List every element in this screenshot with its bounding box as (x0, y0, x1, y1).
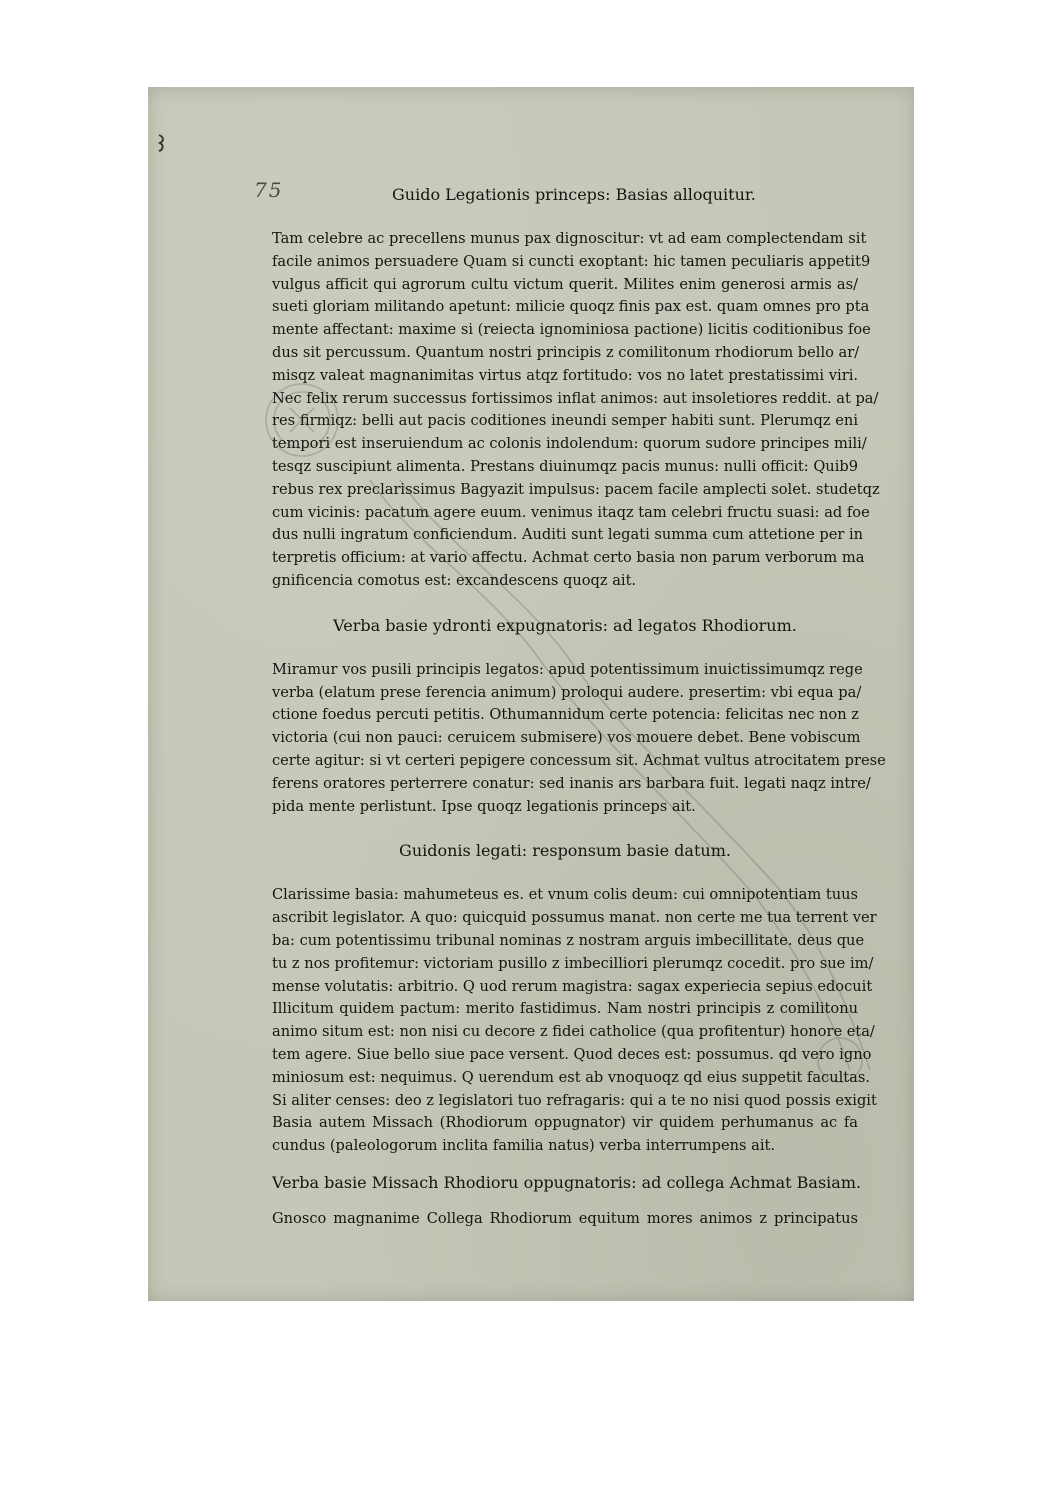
text-line: cundus (paleologorum inclita familia natus) verba interrumpens ait. (272, 1137, 776, 1155)
text-line: Illicitum quidem pactum: merito fastidimus. Nam nostri principis z comilitonu (272, 1000, 858, 1018)
text-line: gnificencia comotus est: excandescens quoqz ait. (272, 571, 637, 589)
text-line: dus nulli ingratum conficiendum. Auditi sunt legati summa cum attetione per in (272, 526, 864, 544)
text-line: Miramur vos pusili principis legatos: apud potentissimum inuictissimumqz rege (272, 660, 863, 678)
text-line: Si aliter censes: deo z legislatori tuo refragaris: qui a te no nisi quod possis exigit (272, 1091, 877, 1109)
folio-number: 75 (254, 178, 284, 202)
text-line: certe agitur: si vt certeri pepigere concessum sit. Achmat vultus atrocitatem prese (272, 751, 886, 769)
text-line: pida mente perlistunt. Ipse quoqz legationis princeps ait. (272, 797, 696, 815)
text-line: verba (elatum prese ferencia animum) proloqui audere. presertim: vbi equa pa/ (272, 683, 862, 701)
text-line: terpretis officium: at vario affectu. Achmat certo basia non parum verborum ma (272, 549, 865, 567)
text-line: tesqz suscipiunt alimenta. Prestans diuinumqz pacis munus: nulli officit: Quib9 (272, 457, 858, 475)
text-line: tempori est inseruiendum ac colonis indolendum: quorum sudore principes mili/ (272, 435, 867, 453)
text-line: ascribit legislator. A quo: quicquid possumus manat. non certe me tua terrent ver (272, 909, 877, 927)
heading-achmat-speech: Verba basie ydronti expugnatoris: ad legatos Rhodiorum. (333, 615, 797, 635)
text-line: Nec felix rerum successus fortissimos inflat animos: aut insoletiores reddit. at pa/ (272, 389, 879, 407)
text-line: mense volutatis: arbitrio. Q uod rerum magistra: sagax experiecia sepius edocuit (272, 977, 873, 995)
paragraph-missach-speech (272, 1208, 858, 1231)
text-line: ferens oratores perterrere conatur: sed inanis ars barbara fuit. legati naqz intre/ (272, 774, 871, 792)
text-line: Tam celebre ac precellens munus pax dignoscitur: vt ad eam complectendam sit (272, 230, 867, 247)
text-line: mente affectant: maxime si (reiecta ignominiosa pactione) licitis coditionibus foe (272, 321, 871, 339)
text-line: ctione foedus percuti petitis. Othumannidum certe potencia: felicitas nec non z (272, 706, 859, 724)
text-line: tu z nos profitemur: victoriam pusillo z imbecilliori plerumqz cocedit. pro sue im/ (272, 954, 874, 972)
text-line: victoria (cui non pauci: ceruicem submisere) vos mouere debet. Bene vobiscum (272, 729, 861, 747)
heading-guido-response: Guidonis legati: responsum basie datum. (399, 841, 731, 861)
heading-missach-speech: Verba basie Missach Rhodioru oppugnatoris: ad collega Achmat Basiam. (272, 1172, 862, 1192)
text-line: facile animos persuadere Quam si cuncti exoptant: hic tamen peculiaris appetit9 (272, 252, 871, 270)
paragraph-achmat-speech (272, 659, 886, 819)
heading-guido: Guido Legationis princeps: Basias alloquitur. (392, 185, 756, 204)
paragraph-guido-response (272, 884, 877, 1158)
text-line: animo situm est: non nisi cu decore z fidei catholice (qua profitentur) honore eta/ (272, 1023, 875, 1041)
text-line: cum vicinis: pacatum agere euum. venimus itaqz tam celebri fructu suasi: ad foe (272, 503, 870, 521)
text-line: tem agere. Siue bello siue pace versent. Quod deces est: possumus. qd vero igno (272, 1045, 872, 1063)
paragraph-guido-speech (272, 228, 880, 593)
page-text (272, 184, 886, 1231)
text-line: miniosum est: nequimus. Q uerendum est ab vnoquoqz qd eius suppetit facultas. (272, 1068, 870, 1086)
text-line: sueti gloriam militando apetunt: milicie quoqz finis pax est. quam omnes pro pta (272, 298, 870, 316)
text-line: ba: cum potentissimu tribunal nominas z nostram arguis imbecillitate. deus que (272, 931, 865, 949)
margin-ink-mark (156, 133, 166, 153)
text-line: rebus rex preclarissimus Bagyazit impulsus: pacem facile amplecti solet. studetqz (272, 480, 880, 498)
text-line: dus sit percussum. Quantum nostri principis z comilitonum rhodiorum bello ar/ (272, 343, 860, 361)
text-line: Gnosco magnanime Collega Rhodiorum equitum mores animos z principatus (272, 1209, 858, 1227)
text-line: Basia autem Missach (Rhodiorum oppugnator) vir quidem perhumanus ac fa (272, 1114, 858, 1132)
text-line: res firmiqz: belli aut pacis coditiones ineundi semper habiti sunt. Plerumqz eni (272, 412, 858, 430)
text-line: Clarissime basia: mahumeteus es. et vnum colis deum: cui omnipotentiam tuus (272, 886, 858, 904)
text-line: misqz valeat magnanimitas virtus atqz fortitudo: vos no latet prestatissimi viri. (272, 366, 858, 384)
text-line: vulgus afficit qui agrorum cultu victum querit. Milites enim generosi armis as/ (272, 275, 858, 293)
